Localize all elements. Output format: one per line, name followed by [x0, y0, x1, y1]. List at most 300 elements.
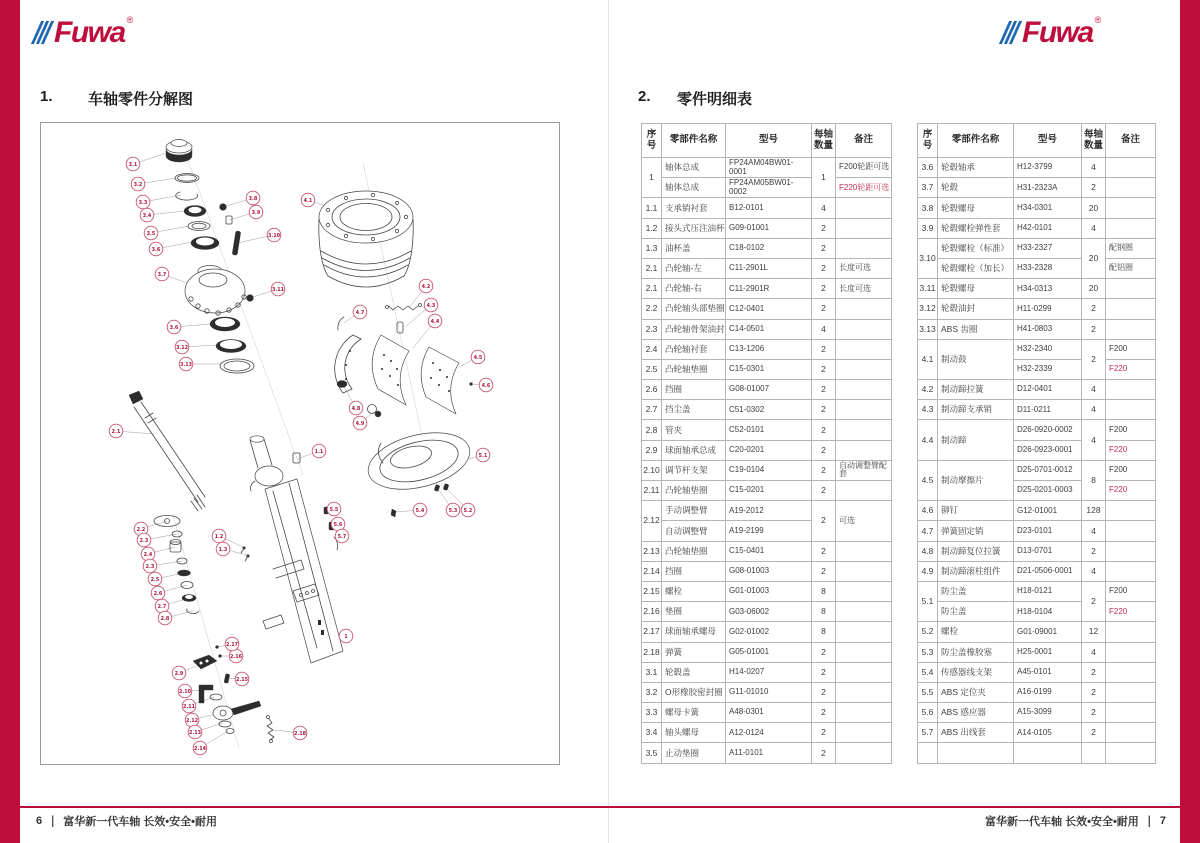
- cell-model: H18-0121: [1014, 581, 1082, 601]
- cell-name: 轮毂螺母: [938, 279, 1014, 299]
- parts-table-left: [641, 123, 892, 764]
- cell-name: ABS 感应器: [938, 703, 1014, 723]
- hub-assembly-drawing: [166, 140, 254, 374]
- callout-label: 2.18: [293, 730, 307, 737]
- cell-name: 凸轮轴衬套: [662, 339, 726, 359]
- cell-remark: [836, 642, 892, 662]
- camshaft-drawing: [129, 391, 205, 614]
- cell-model: G11-01010: [726, 682, 812, 702]
- cell-no: [918, 743, 938, 763]
- cell-qty: 20: [1082, 279, 1106, 299]
- cell-remark: [836, 198, 892, 218]
- cell-model: C14-0501: [726, 319, 812, 339]
- cell-model: D26-0920-0002: [1014, 420, 1082, 440]
- table-row: [642, 178, 892, 198]
- callout-label: 2.11: [182, 703, 196, 710]
- cell-qty: 2: [1082, 541, 1106, 561]
- callout-label: 5.3: [448, 507, 458, 514]
- cell-name: 接头式压注油杯: [662, 218, 726, 238]
- registered-mark: ®: [126, 15, 134, 25]
- cell-remark: F220: [1106, 359, 1156, 379]
- cell-qty: 128: [1082, 501, 1106, 521]
- table-row: [642, 258, 892, 278]
- cell-name: 调节杆支架: [662, 460, 726, 480]
- cell-remark: [836, 481, 892, 501]
- cell-remark: [836, 359, 892, 379]
- cell-remark: [836, 743, 892, 763]
- cell-no: 3.13: [918, 319, 938, 339]
- table-row: [642, 743, 892, 763]
- cell-qty: 2: [812, 238, 836, 258]
- table-row: [642, 359, 892, 379]
- callout-label: 2.4: [143, 551, 153, 558]
- cell-model: H33-2327: [1014, 238, 1082, 258]
- cell-qty: 2: [812, 258, 836, 278]
- cell-name: 挡尘盖: [662, 400, 726, 420]
- cell-qty: 2: [812, 703, 836, 723]
- cell-no: 1.2: [642, 218, 662, 238]
- column-header: 零部件名称: [938, 124, 1014, 158]
- cell-name: 轮毂: [938, 178, 1014, 198]
- table-row: [918, 622, 1156, 642]
- table-row: [918, 602, 1156, 622]
- callout-label: 2.3: [139, 537, 149, 544]
- table-row: [642, 319, 892, 339]
- cell-remark: [1106, 218, 1156, 238]
- cell-qty: 2: [1082, 339, 1106, 379]
- column-header: 序号: [642, 124, 662, 158]
- table-row: [918, 218, 1156, 238]
- cell-no: 3.10: [918, 238, 938, 278]
- callout-label: 3.9: [251, 209, 261, 216]
- cell-no: 1.1: [642, 198, 662, 218]
- cell-no: 2.13: [642, 541, 662, 561]
- cell-no: 2.6: [642, 380, 662, 400]
- table-row: [918, 521, 1156, 541]
- cell-no: 5.5: [918, 682, 938, 702]
- cell-model: C15-0401: [726, 541, 812, 561]
- callout-label: 4.2: [421, 283, 431, 290]
- cell-model: C18-0102: [726, 238, 812, 258]
- cell-model: A19-2012: [726, 501, 812, 521]
- cell-qty: 2: [812, 380, 836, 400]
- table-row: [918, 460, 1156, 480]
- cell-no: 2.11: [642, 481, 662, 501]
- callout-label: 3.10: [267, 232, 281, 239]
- cell-remark: [1106, 380, 1156, 400]
- callout-label: 3.4: [142, 212, 152, 219]
- table-row: [642, 622, 892, 642]
- cell-no: 3.9: [918, 218, 938, 238]
- cell-model: [1014, 743, 1082, 763]
- cell-name: 制动摩擦片: [938, 460, 1014, 500]
- footer-tagline: 富华新一代车轴 长效•安全•耐用: [985, 816, 1139, 828]
- cell-model: G01-09001: [1014, 622, 1082, 642]
- cell-remark: [836, 561, 892, 581]
- cell-remark: [1106, 158, 1156, 178]
- table-row: [642, 481, 892, 501]
- cell-no: 3.7: [918, 178, 938, 198]
- section-number: 1.: [40, 88, 53, 105]
- cell-qty: 8: [812, 622, 836, 642]
- table-row: [918, 158, 1156, 178]
- cell-model: A19-2199: [726, 521, 812, 541]
- cell-model: A16-0199: [1014, 682, 1082, 702]
- cell-remark: F220: [1106, 440, 1156, 460]
- cell-model: A11-0101: [726, 743, 812, 763]
- table-row: [642, 299, 892, 319]
- cell-model: D12-0401: [1014, 380, 1082, 400]
- table-row: [642, 420, 892, 440]
- table-row: [642, 541, 892, 561]
- cell-name: 轮毂盖: [662, 662, 726, 682]
- table-row: [642, 279, 892, 299]
- callout-label: 2.7: [157, 603, 167, 610]
- cell-no: 4.6: [918, 501, 938, 521]
- cell-name: 凸轮轴-右: [662, 279, 726, 299]
- callout-label: 3.1: [128, 161, 138, 168]
- cell-remark: [836, 622, 892, 642]
- cell-name: 自动调整臂: [662, 521, 726, 541]
- table-row: [918, 541, 1156, 561]
- callout-label: 2.16: [229, 653, 243, 660]
- cell-model: A48-0301: [726, 703, 812, 723]
- cell-remark: [1106, 178, 1156, 198]
- cell-no: 2.5: [642, 359, 662, 379]
- fuwa-logo-right: [1004, 15, 1101, 47]
- cell-name: [938, 743, 1014, 763]
- table-row: [642, 642, 892, 662]
- cell-name: 凸轮轴垫圈: [662, 541, 726, 561]
- cell-remark: F200: [1106, 339, 1156, 359]
- cell-model: C11-2901R: [726, 279, 812, 299]
- cell-model: H34-0301: [1014, 198, 1082, 218]
- callout-label: 5.4: [415, 507, 425, 514]
- table-row: [918, 561, 1156, 581]
- cell-no: 4.3: [918, 400, 938, 420]
- callout-label: 3.7: [157, 271, 167, 278]
- cell-qty: 2: [812, 723, 836, 743]
- cell-remark: [1106, 622, 1156, 642]
- callout-label: 2.2: [136, 526, 146, 533]
- cell-remark: [1106, 561, 1156, 581]
- callout-label: 2.1: [111, 428, 121, 435]
- cell-no: 5.2: [918, 622, 938, 642]
- column-header: 零部件名称: [662, 124, 726, 158]
- table-row: [642, 158, 892, 178]
- cell-name: 螺母卡簧: [662, 703, 726, 723]
- callout-label: 3.8: [248, 195, 258, 202]
- cell-model: FP24AM04BW01-0001: [726, 158, 812, 178]
- cell-model: H14-0207: [726, 662, 812, 682]
- cell-remark: [1106, 198, 1156, 218]
- cell-model: C15-0201: [726, 481, 812, 501]
- cell-name: 油杯盖: [662, 238, 726, 258]
- cell-qty: 2: [1082, 703, 1106, 723]
- callout-label: 1.2: [214, 533, 224, 540]
- cell-model: G01-01003: [726, 581, 812, 601]
- cell-name: 轮毂螺栓（标准）: [938, 238, 1014, 258]
- cell-no: 3.2: [642, 682, 662, 702]
- cell-qty: 8: [1082, 460, 1106, 500]
- cell-qty: 2: [812, 743, 836, 763]
- cell-no: 2.2: [642, 299, 662, 319]
- cell-model: C20-0201: [726, 440, 812, 460]
- registered-mark: ®: [1094, 15, 1102, 25]
- cell-model: G02-01002: [726, 622, 812, 642]
- cell-no: 3.8: [918, 198, 938, 218]
- cell-name: 凸轮轴-左: [662, 258, 726, 278]
- cell-model: D23-0101: [1014, 521, 1082, 541]
- cell-no: 2.18: [642, 642, 662, 662]
- cell-name: 制动蹄拉簧: [938, 380, 1014, 400]
- table-row: [642, 440, 892, 460]
- cell-qty: 2: [812, 662, 836, 682]
- cell-qty: 4: [812, 198, 836, 218]
- cell-remark: [1106, 723, 1156, 743]
- callout-label: 1: [344, 633, 348, 640]
- callout-label: 4.6: [481, 382, 491, 389]
- cell-no: 3.3: [642, 703, 662, 723]
- cell-qty: 4: [1082, 521, 1106, 541]
- cell-qty: 2: [812, 299, 836, 319]
- cell-name: 手动调整臂: [662, 501, 726, 521]
- section-heading-diagram: [40, 88, 193, 109]
- callout-label: 5.1: [478, 452, 488, 459]
- cell-qty: 2: [1082, 581, 1106, 621]
- cell-remark: [836, 339, 892, 359]
- exploded-diagram: [41, 123, 559, 764]
- cell-qty: [1082, 743, 1106, 763]
- cell-model: G03-06002: [726, 602, 812, 622]
- section-title: 零件明细表: [677, 91, 753, 108]
- footer-divider: |: [1147, 814, 1151, 828]
- cell-name: 防尘盖: [938, 581, 1014, 601]
- cell-qty: 2: [812, 359, 836, 379]
- cell-model: H34-0313: [1014, 279, 1082, 299]
- cell-qty: 2: [1082, 723, 1106, 743]
- cell-model: C11-2901L: [726, 258, 812, 278]
- cell-model: H11-0299: [1014, 299, 1082, 319]
- cell-qty: 1: [812, 158, 836, 198]
- cell-model: C19-0104: [726, 460, 812, 480]
- callout-label: 1.1: [314, 448, 324, 455]
- cell-remark: [836, 602, 892, 622]
- cell-name: ABS 齿圈: [938, 319, 1014, 339]
- cell-remark: [1106, 743, 1156, 763]
- cell-name: 传感器线支架: [938, 662, 1014, 682]
- cell-model: C12-0401: [726, 299, 812, 319]
- table-row: [918, 703, 1156, 723]
- callout-label: 4.1: [303, 197, 313, 204]
- table-row: [642, 662, 892, 682]
- callout-label: 4.4: [430, 318, 440, 325]
- table-row: [642, 501, 892, 521]
- cell-no: 3.11: [918, 279, 938, 299]
- section-heading-table: [638, 88, 752, 109]
- callout-label: 5.5: [329, 506, 339, 513]
- cell-remark: [836, 581, 892, 601]
- cell-qty: 2: [812, 501, 836, 541]
- cell-no: 4.1: [918, 339, 938, 379]
- cell-name: 止动垫圈: [662, 743, 726, 763]
- cell-model: H42-0101: [1014, 218, 1082, 238]
- cell-no: 2.8: [642, 420, 662, 440]
- callout-label: 2.8: [160, 615, 170, 622]
- cell-qty: 4: [1082, 218, 1106, 238]
- cell-qty: 2: [812, 218, 836, 238]
- cell-no: 2.10: [642, 460, 662, 480]
- callout-label: 4.5: [473, 354, 483, 361]
- table-row: [918, 319, 1156, 339]
- cell-remark: 长度可选: [836, 279, 892, 299]
- column-header: 备注: [836, 124, 892, 158]
- cell-remark: 配钢圈: [1106, 238, 1156, 258]
- cell-model: D25-0201-0003: [1014, 481, 1082, 501]
- cell-no: 2.9: [642, 440, 662, 460]
- cell-qty: 2: [1082, 662, 1106, 682]
- table-row: [918, 420, 1156, 440]
- callout-label: 2.3: [145, 563, 155, 570]
- parts-table-right: [917, 123, 1156, 764]
- callout-label: 4.8: [351, 405, 361, 412]
- footer-right: [985, 813, 1166, 829]
- callout-label: 2.17: [225, 641, 239, 648]
- cell-remark: F200: [1106, 420, 1156, 440]
- page-gutter: [608, 0, 609, 843]
- cell-name: 轮毂油封: [938, 299, 1014, 319]
- cell-name: 管夹: [662, 420, 726, 440]
- cell-no: 2.7: [642, 400, 662, 420]
- cell-qty: 2: [812, 279, 836, 299]
- page-number: 6: [36, 815, 43, 827]
- callout-label: 3.12: [175, 344, 189, 351]
- footer-divider: |: [51, 814, 55, 828]
- table-row: [918, 380, 1156, 400]
- table-row: [642, 602, 892, 622]
- cell-remark: [1106, 703, 1156, 723]
- cell-qty: 2: [812, 561, 836, 581]
- cell-no: 2.3: [642, 319, 662, 339]
- cell-name: 弹簧固定销: [938, 521, 1014, 541]
- cell-model: H18-0104: [1014, 602, 1082, 622]
- cell-remark: [836, 238, 892, 258]
- cell-no: 3.1: [642, 662, 662, 682]
- table-row: [918, 581, 1156, 601]
- cell-no: 4.4: [918, 420, 938, 460]
- cell-qty: 4: [1082, 642, 1106, 662]
- table-row: [642, 198, 892, 218]
- column-header: 型号: [726, 124, 812, 158]
- cell-remark: [1106, 319, 1156, 339]
- cell-name: 制动蹄支承销: [938, 400, 1014, 420]
- column-header: 序号: [918, 124, 938, 158]
- cell-remark: 长度可选: [836, 258, 892, 278]
- cell-model: H33-2328: [1014, 258, 1082, 278]
- cell-name: 制动蹄: [938, 420, 1014, 460]
- cell-name: 轮毂轴承: [938, 158, 1014, 178]
- table-row: [918, 400, 1156, 420]
- cell-model: D21-0506-0001: [1014, 561, 1082, 581]
- cell-remark: 配铝圈: [1106, 258, 1156, 278]
- cell-name: 支承销衬套: [662, 198, 726, 218]
- column-header: 备注: [1106, 124, 1156, 158]
- cell-model: D11-0211: [1014, 400, 1082, 420]
- cell-model: C13-1206: [726, 339, 812, 359]
- logo-stripes-icon: [1004, 21, 1019, 47]
- cell-name: 防尘盖橡胶塞: [938, 642, 1014, 662]
- cell-remark: [836, 299, 892, 319]
- cell-remark: [836, 218, 892, 238]
- cell-name: 制动蹄滚柱组件: [938, 561, 1014, 581]
- cell-qty: 2: [812, 339, 836, 359]
- cell-name: O形橡胶密封圈: [662, 682, 726, 702]
- cell-qty: 2: [1082, 178, 1106, 198]
- footer-tagline: 富华新一代车轴 长效•安全•耐用: [63, 816, 217, 828]
- table-row: [918, 178, 1156, 198]
- callout-label: 4.9: [355, 420, 365, 427]
- cell-name: 凸轮轴垫圈: [662, 359, 726, 379]
- callout-label: 4.7: [355, 309, 365, 316]
- callout-label: 3.6: [169, 324, 179, 331]
- callout-label: 3.2: [133, 181, 143, 188]
- callout-label: 5.6: [333, 521, 343, 528]
- cell-name: 凸轮轴垫圈: [662, 481, 726, 501]
- cell-qty: 4: [1082, 420, 1106, 460]
- callout-label: 5.2: [463, 507, 473, 514]
- cell-no: 5.1: [918, 581, 938, 621]
- cell-qty: 2: [812, 642, 836, 662]
- table-row: [642, 400, 892, 420]
- cell-remark: [836, 319, 892, 339]
- fuwa-logo-left: [36, 15, 133, 47]
- cell-remark: [1106, 682, 1156, 702]
- cell-no: 2.16: [642, 602, 662, 622]
- cell-model: G09-01001: [726, 218, 812, 238]
- cell-remark: [836, 400, 892, 420]
- cell-remark: F200: [1106, 581, 1156, 601]
- cell-model: B12-0101: [726, 198, 812, 218]
- right-accent-bar: [1180, 0, 1200, 843]
- cell-no: 2.15: [642, 581, 662, 601]
- cell-model: C52-0101: [726, 420, 812, 440]
- table-row: [642, 682, 892, 702]
- table-row: [642, 339, 892, 359]
- footer-left: [36, 813, 217, 829]
- cell-qty: 2: [812, 400, 836, 420]
- cell-model: D25-0701-0012: [1014, 460, 1082, 480]
- cell-qty: 20: [1082, 238, 1106, 278]
- cell-no: 2.1: [642, 258, 662, 278]
- cell-model: G08-01007: [726, 380, 812, 400]
- cell-name: 挡圈: [662, 561, 726, 581]
- table-row: [642, 380, 892, 400]
- cell-name: 弹簧: [662, 642, 726, 662]
- table-row: [642, 561, 892, 581]
- column-header: 型号: [1014, 124, 1082, 158]
- table-row: [918, 743, 1156, 763]
- cell-model: A14-0105: [1014, 723, 1082, 743]
- table-row: [918, 723, 1156, 743]
- cell-name: 螺栓: [938, 622, 1014, 642]
- column-header: 每轴数量: [812, 124, 836, 158]
- cell-remark: [836, 541, 892, 561]
- callout-label: 2.6: [153, 590, 163, 597]
- cell-model: G05-01001: [726, 642, 812, 662]
- cell-remark: [836, 703, 892, 723]
- cell-name: 铆钉: [938, 501, 1014, 521]
- cell-model: A12-0124: [726, 723, 812, 743]
